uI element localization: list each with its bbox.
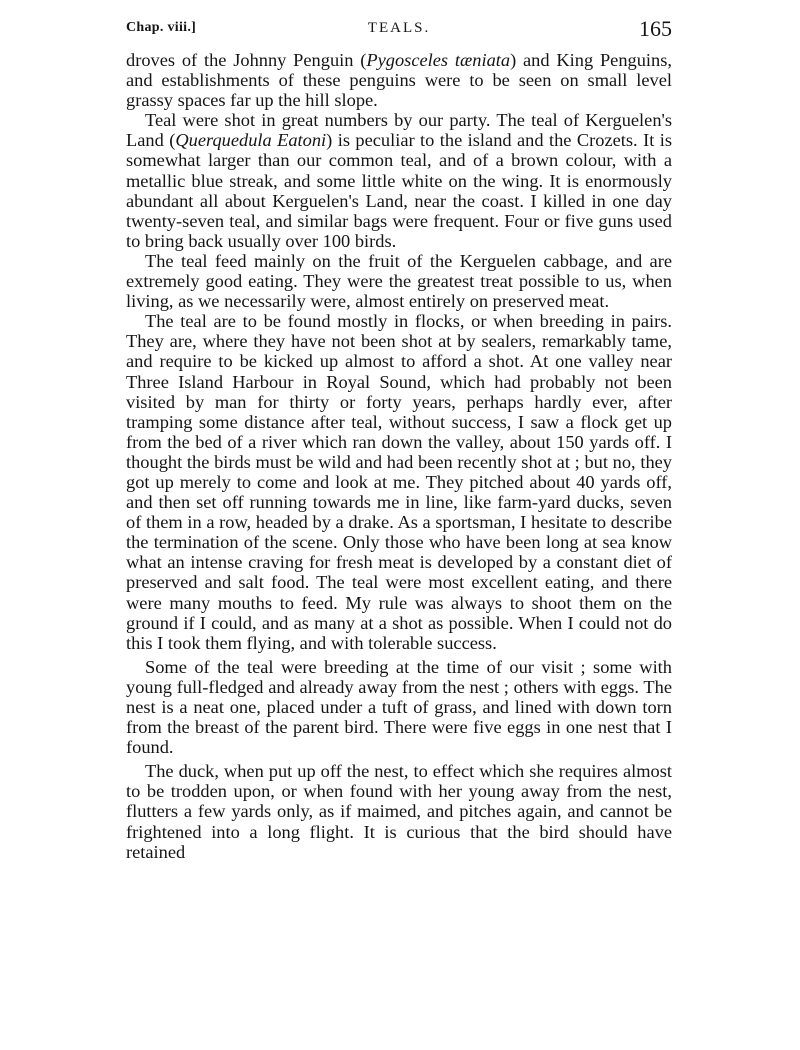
paragraph-duck-nest: The duck, when put up off the nest, to effect which she requires almost to be trodden upon, or when found with her young away from the nest, flutters a few yards only, as if maimed, and pitches again, and cannot be frightened into a long flight. It is curious that the bird should have retained: [126, 761, 672, 862]
body-text: [126, 50, 672, 862]
paragraph-text: droves of the Johnny Penguin (: [126, 50, 367, 70]
paragraph-continuation: [126, 50, 672, 110]
paragraph-teal-flocks: The teal are to be found mostly in flocks, or when breeding in pairs. They are, where they have not been shot at by sealers, remarkably tame, and require to be kicked up almost to afford a shot. At one valley near Three Island Harbour in Royal Sound, which had probably not been visited by man for thirty or forty years, perhaps hardly ever, after tramping some distance after teal, without success, I saw a flock get up from the bed of a river which ran down the valley, about 150 yards off. I thought the birds must be wild and had been recently shot at ; but no, they got up merely to come and look at me. They pitched about 40 yards off, and then set off running towards me in line, like farm-yard ducks, seven of them in a row, headed by a drake. As a sportsman, I hesitate to describe the termination of the scene. Only those who have been long at sea know what an intense craving for fresh meat is developed by a constant diet of preserved and salt food. The teal were most excellent eating, and there were many mouths to feed. My rule was always to shoot them on the ground if I could, and as many at a shot as possible. When I could not do this I took them flying, and with tolerable success.: [126, 311, 672, 653]
paragraph-teal-breeding: Some of the teal were breeding at the time of our visit ; some with young full-fledged and already away from the nest ; others with eggs. The nest is a neat one, placed under a tuft of grass, and lined with down torn from the breast of the parent bird. There were five eggs in one nest that I found.: [126, 656, 672, 758]
book-page: [126, 14, 672, 862]
page-number: 165: [639, 16, 672, 41]
paragraph-teal-feed: The teal feed mainly on the fruit of the Kerguelen cabbage, and are extremely good eating. They were the greatest treat possible to us, when living, as we necessarily were, almost entirely on preserved meat.: [126, 250, 672, 312]
paragraph-text: ) and King Penguins, and establishments of these penguins were to be seen on small level grassy spaces far up the hill slope.: [126, 50, 672, 111]
paragraph-text: Teal were shot in great numbers by our party. The teal of Kerguelen's Land (: [126, 110, 672, 151]
running-head: [126, 14, 672, 50]
running-title: TEALS.: [367, 20, 431, 36]
paragraph-teal-shot: [126, 110, 672, 251]
chapter-label: Chap. viii.]: [126, 20, 197, 35]
latin-name: Querquedula Eatoni: [175, 130, 327, 151]
paragraph-text: ) is peculiar to the island and the Crozets. It is somewhat larger than our common teal, and of a brown colour, with a metallic blue streak, and some little white on the wing. It is enormously abundant all about Kerguelen's Land, near the coast. I killed in one day twenty-seven teal, and similar bags were frequent. Four or five guns used to bring back usually over 100 birds.: [126, 130, 673, 251]
latin-name: Pygosceles tæniata: [366, 50, 511, 70]
